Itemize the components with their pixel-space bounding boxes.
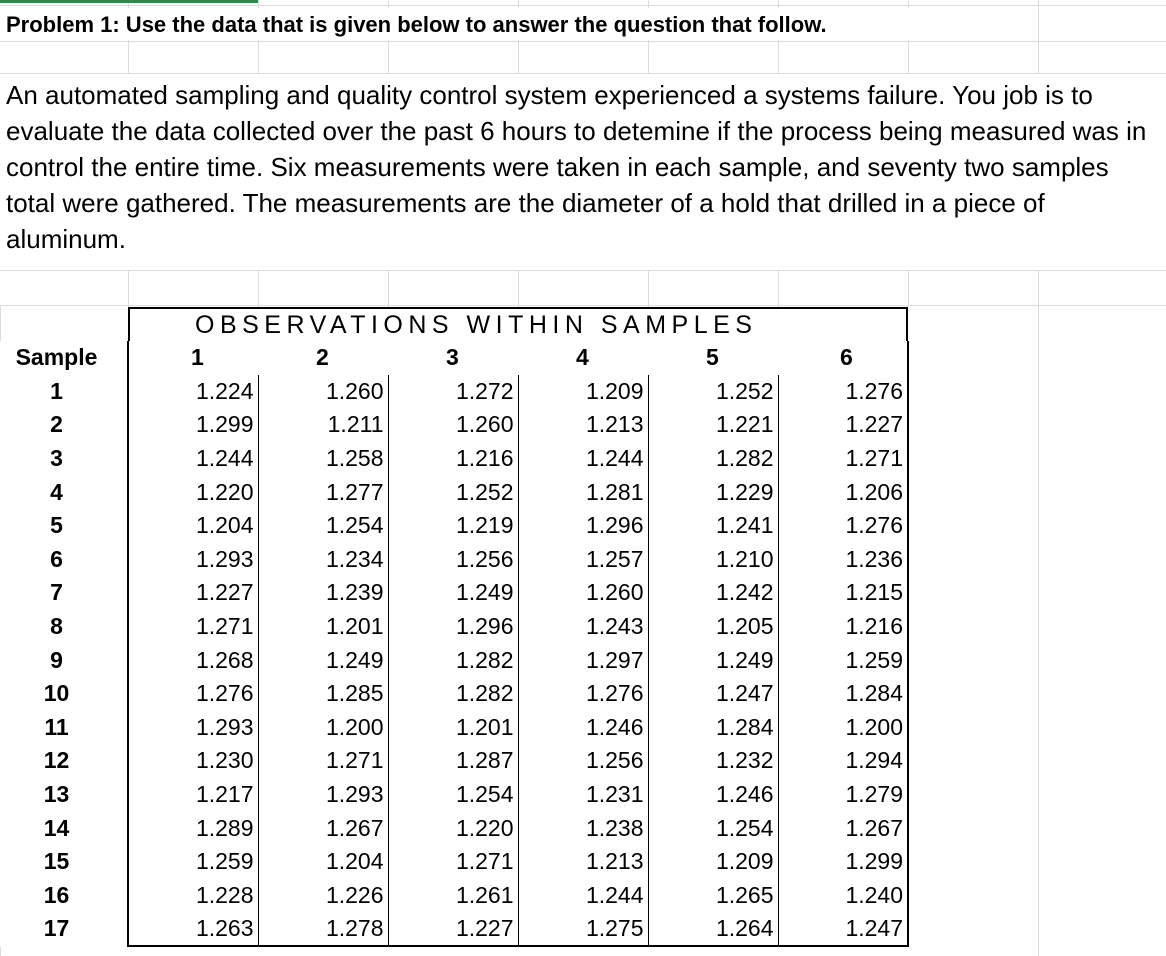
measurement-cell[interactable]: 1.249 <box>648 643 778 677</box>
measurement-cell[interactable]: 1.258 <box>258 442 388 476</box>
measurement-cell[interactable]: 1.259 <box>128 845 258 879</box>
measurement-cell[interactable]: 1.219 <box>388 509 518 543</box>
measurement-cell[interactable]: 1.284 <box>648 711 778 745</box>
measurement-cell[interactable]: 1.231 <box>518 778 648 812</box>
measurement-cell[interactable]: 1.276 <box>778 509 908 543</box>
measurement-cell[interactable]: 1.267 <box>258 811 388 845</box>
measurement-cell[interactable]: 1.261 <box>388 879 518 913</box>
measurement-cell[interactable]: 1.285 <box>258 677 388 711</box>
sample-number-cell[interactable]: 12 <box>43 747 70 774</box>
sample-number-cell[interactable]: 14 <box>43 814 70 841</box>
measurement-cell[interactable]: 1.276 <box>518 677 648 711</box>
measurement-cell[interactable]: 1.210 <box>648 543 778 577</box>
measurement-cell[interactable]: 1.260 <box>518 576 648 610</box>
measurement-cell[interactable]: 1.228 <box>128 879 258 913</box>
measurement-cell[interactable]: 1.260 <box>388 408 518 442</box>
measurement-cell[interactable]: 1.276 <box>128 677 258 711</box>
sample-number-cell[interactable]: 9 <box>50 646 63 673</box>
measurement-cell[interactable]: 1.299 <box>778 845 908 879</box>
measurement-cell[interactable]: 1.271 <box>128 610 258 644</box>
measurement-cell[interactable]: 1.254 <box>648 811 778 845</box>
measurement-cell[interactable]: 1.271 <box>388 845 518 879</box>
measurement-cell[interactable]: 1.289 <box>128 811 258 845</box>
observations-group-header: OBSERVATIONS WITHIN SAMPLES <box>195 311 758 339</box>
sample-number-cell[interactable]: 5 <box>50 512 63 539</box>
measurement-cell[interactable]: 1.260 <box>258 375 388 409</box>
measurement-cell[interactable]: 1.220 <box>388 811 518 845</box>
measurement-cell[interactable]: 1.284 <box>778 677 908 711</box>
sample-number-cell[interactable]: 16 <box>43 881 70 908</box>
measurement-cell[interactable]: 1.204 <box>258 845 388 879</box>
table-row <box>0 778 908 812</box>
measurement-cell[interactable]: 1.282 <box>388 643 518 677</box>
measurement-cell[interactable]: 1.205 <box>648 610 778 644</box>
measurement-cell[interactable]: 1.268 <box>128 643 258 677</box>
table-row <box>0 643 908 677</box>
sample-number-cell[interactable]: 10 <box>43 680 70 707</box>
measurement-cell[interactable]: 1.206 <box>778 475 908 509</box>
sample-number-cell[interactable]: 2 <box>50 411 63 438</box>
measurement-cell[interactable]: 1.244 <box>518 879 648 913</box>
measurement-cell[interactable]: 1.277 <box>258 475 388 509</box>
measurement-cell[interactable]: 1.200 <box>778 711 908 745</box>
measurement-cell[interactable]: 1.296 <box>388 610 518 644</box>
measurement-cell[interactable]: 1.263 <box>128 912 258 946</box>
table-row <box>0 543 908 577</box>
measurement-cell[interactable]: 1.294 <box>778 744 908 778</box>
sample-number-cell[interactable]: 15 <box>43 848 70 875</box>
sample-number-cell[interactable]: 1 <box>50 377 63 404</box>
measurement-cell[interactable]: 1.209 <box>518 375 648 409</box>
measurement-cell[interactable]: 1.252 <box>648 375 778 409</box>
measurement-cell[interactable]: 1.264 <box>648 912 778 946</box>
measurement-cell[interactable]: 1.293 <box>128 543 258 577</box>
measurement-cell[interactable]: 1.213 <box>518 845 648 879</box>
measurement-cell[interactable]: 1.246 <box>518 711 648 745</box>
measurement-cell[interactable]: 1.297 <box>518 643 648 677</box>
measurement-cell[interactable]: 1.224 <box>128 375 258 409</box>
measurement-cell[interactable]: 1.296 <box>518 509 648 543</box>
measurement-cell[interactable]: 1.249 <box>388 576 518 610</box>
measurement-cell[interactable]: 1.216 <box>778 610 908 644</box>
measurement-cell[interactable]: 1.247 <box>648 677 778 711</box>
measurement-cell[interactable]: 1.227 <box>128 576 258 610</box>
observation-column-header[interactable]: 1 <box>128 341 258 375</box>
measurement-cell[interactable]: 1.299 <box>128 408 258 442</box>
measurement-cell[interactable]: 1.200 <box>258 711 388 745</box>
table-row <box>0 811 908 845</box>
table-row <box>0 711 908 745</box>
measurement-cell[interactable]: 1.249 <box>258 643 388 677</box>
measurement-cell[interactable]: 1.252 <box>388 475 518 509</box>
problem-description: An automated sampling and quality control system experienced a systems failure. You job is to evaluate the data collected over the past 6 hours to detemine if the process being measured was in control the entire time. Six measurements were taken in each sample, and seventy two samples total were gathered. The measurements are the diameter of a hold that drilled in a piece of aluminum. <box>6 80 1147 254</box>
sample-number-cell[interactable]: 13 <box>43 781 70 808</box>
sample-number-cell[interactable]: 6 <box>50 545 63 572</box>
table-header-row <box>0 341 908 375</box>
measurement-cell[interactable]: 1.271 <box>778 442 908 476</box>
measurement-cell[interactable]: 1.220 <box>128 475 258 509</box>
measurement-cell[interactable]: 1.211 <box>258 408 388 442</box>
measurement-cell[interactable]: 1.281 <box>518 475 648 509</box>
measurement-cell[interactable]: 1.201 <box>258 610 388 644</box>
measurement-cell[interactable]: 1.215 <box>778 576 908 610</box>
measurement-cell[interactable]: 1.244 <box>128 442 258 476</box>
measurement-cell[interactable]: 1.216 <box>388 442 518 476</box>
sample-number-cell[interactable]: 3 <box>50 445 63 472</box>
sample-number-cell[interactable]: 7 <box>50 579 63 606</box>
measurement-cell[interactable]: 1.282 <box>388 677 518 711</box>
observation-column-header[interactable]: 3 <box>446 344 459 371</box>
sample-column-header[interactable]: Sample <box>15 344 98 371</box>
active-cell-indicator <box>0 0 258 3</box>
measurement-cell[interactable]: 1.293 <box>258 778 388 812</box>
measurement-cell[interactable]: 1.204 <box>128 509 258 543</box>
measurement-cell[interactable]: 1.257 <box>518 543 648 577</box>
measurement-cell[interactable]: 1.279 <box>778 778 908 812</box>
measurement-cell[interactable]: 1.259 <box>778 643 908 677</box>
table-row <box>0 576 908 610</box>
measurement-cell[interactable]: 1.226 <box>258 879 388 913</box>
measurement-cell[interactable]: 1.240 <box>778 879 908 913</box>
observation-column-header[interactable]: 4 <box>576 344 589 371</box>
observation-column-header[interactable]: 5 <box>706 344 719 371</box>
measurement-cell[interactable]: 1.276 <box>778 375 908 409</box>
problem-title: Problem 1: Use the data that is given below to answer the question that follow. <box>6 12 827 37</box>
measurement-cell[interactable]: 1.278 <box>258 912 388 946</box>
measurement-cell[interactable]: 1.287 <box>388 744 518 778</box>
table-row <box>0 912 908 946</box>
sample-number-cell[interactable]: 17 <box>43 915 70 942</box>
measurement-cell[interactable]: 1.241 <box>648 509 778 543</box>
measurement-cell[interactable]: 1.230 <box>128 744 258 778</box>
observation-column-header[interactable]: 2 <box>316 344 329 371</box>
measurement-cell[interactable]: 1.236 <box>778 543 908 577</box>
table-row <box>0 879 908 913</box>
measurement-cell[interactable]: 1.227 <box>388 912 518 946</box>
measurement-cell[interactable]: 1.232 <box>648 744 778 778</box>
measurement-cell[interactable]: 1.256 <box>518 744 648 778</box>
measurement-cell[interactable]: 1.221 <box>648 408 778 442</box>
observations-table <box>0 341 909 947</box>
measurement-cell[interactable]: 1.246 <box>648 778 778 812</box>
table-row <box>0 845 908 879</box>
measurement-cell[interactable]: 1.265 <box>648 879 778 913</box>
measurement-cell[interactable]: 1.272 <box>388 375 518 409</box>
table-row <box>0 375 908 409</box>
measurement-cell[interactable]: 1.244 <box>518 442 648 476</box>
measurement-cell[interactable]: 1.282 <box>648 442 778 476</box>
measurement-cell[interactable]: 1.209 <box>648 845 778 879</box>
measurement-cell[interactable]: 1.271 <box>258 744 388 778</box>
sample-number-cell[interactable]: 8 <box>50 613 63 640</box>
table-row <box>0 475 908 509</box>
measurement-cell[interactable]: 1.201 <box>388 711 518 745</box>
measurement-cell[interactable]: 1.234 <box>258 543 388 577</box>
sample-number-cell[interactable]: 11 <box>44 713 69 740</box>
table-row <box>0 408 908 442</box>
measurement-cell[interactable]: 1.267 <box>778 811 908 845</box>
observation-column-header[interactable]: 6 <box>778 341 908 375</box>
table-row <box>0 677 908 711</box>
measurement-cell[interactable]: 1.243 <box>518 610 648 644</box>
measurement-cell[interactable]: 1.254 <box>388 778 518 812</box>
sample-number-cell[interactable]: 4 <box>50 478 63 505</box>
measurement-cell[interactable]: 1.256 <box>388 543 518 577</box>
measurement-cell[interactable]: 1.239 <box>258 576 388 610</box>
measurement-cell[interactable]: 1.254 <box>258 509 388 543</box>
measurement-cell[interactable]: 1.293 <box>128 711 258 745</box>
measurement-cell[interactable]: 1.217 <box>128 778 258 812</box>
measurement-cell[interactable]: 1.227 <box>778 408 908 442</box>
measurement-cell[interactable]: 1.213 <box>518 408 648 442</box>
measurement-cell[interactable]: 1.242 <box>648 576 778 610</box>
measurement-cell[interactable]: 1.238 <box>518 811 648 845</box>
measurement-cell[interactable]: 1.229 <box>648 475 778 509</box>
measurement-cell[interactable]: 1.247 <box>778 912 908 946</box>
measurement-cell[interactable]: 1.275 <box>518 912 648 946</box>
table-row <box>0 442 908 476</box>
table-row <box>0 744 908 778</box>
table-row <box>0 509 908 543</box>
table-row <box>0 610 908 644</box>
